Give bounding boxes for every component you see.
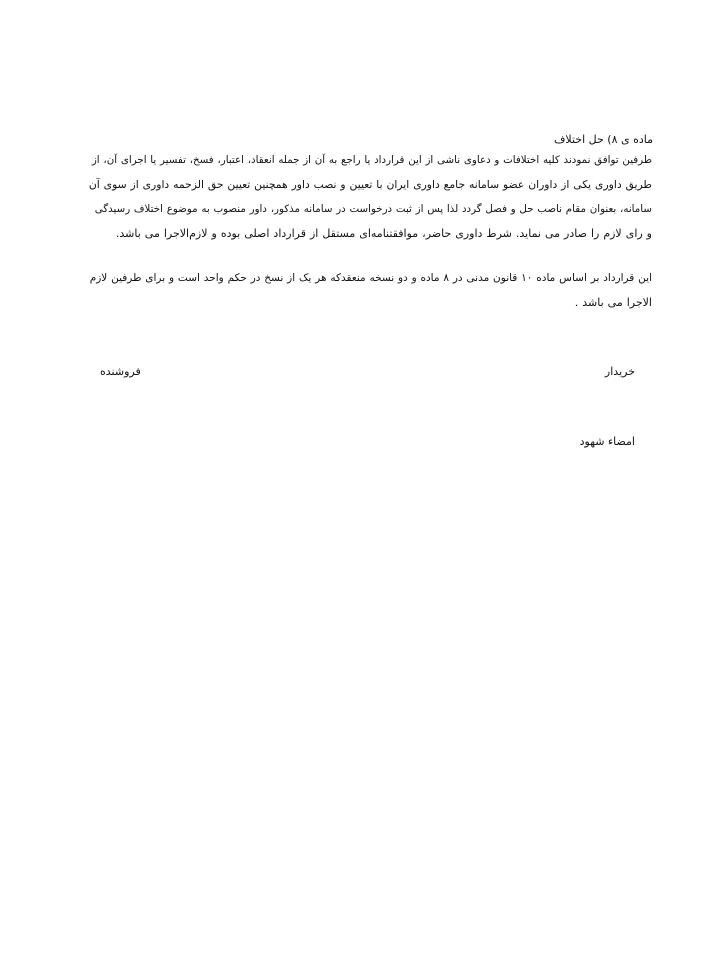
seller-signature-label: فروشنده [100,365,141,378]
article-paragraph [82,148,652,246]
paragraph-line: و رای لازم را صادر می نماید. شرط داوری حاضر، موافقتنامه‌ای مستقل از قرارداد اصلی بوده و لازم‌الاجرا می باشد. [115,226,652,240]
paragraph-line: طریق داوری یکی از داوران عضو سامانه جامع داوری ایران با تعیین و نصب داور همچنین تعیین حق الزحمه داوری از سوی آن [88,177,652,191]
paragraph-line: این قرارداد بر اساس ماده ۱۰ قانون مدنی در ۸ ماده و دو نسخه منعقدکه هر یک از نسخ در حکم واحد است و برای طرفین لازم [89,272,652,284]
buyer-signature-label: خریدار [604,365,635,378]
article-heading: ماده ی ۸) حل اختلاف [554,133,653,146]
closing-paragraph [82,266,652,315]
witness-signature-label: امضاء شهود [579,435,635,448]
paragraph-line: الاجرا می باشد . [574,295,652,309]
paragraph-line: سامانه، بعنوان مقام ناصب حل و فصل گردد لذا پس از ثبت درخواست در سامانه مذکور، داور منصوب به موضوع اختلاف رسیدگی [94,203,652,215]
paragraph-line: طرفین توافق نمودند کلیه اختلافات و دعاوی ناشی از این قرارداد یا راجع به آن از جمله انعقاد، اعتبار، فسخ، تفسیر یا اجرای آن، از [91,154,652,166]
